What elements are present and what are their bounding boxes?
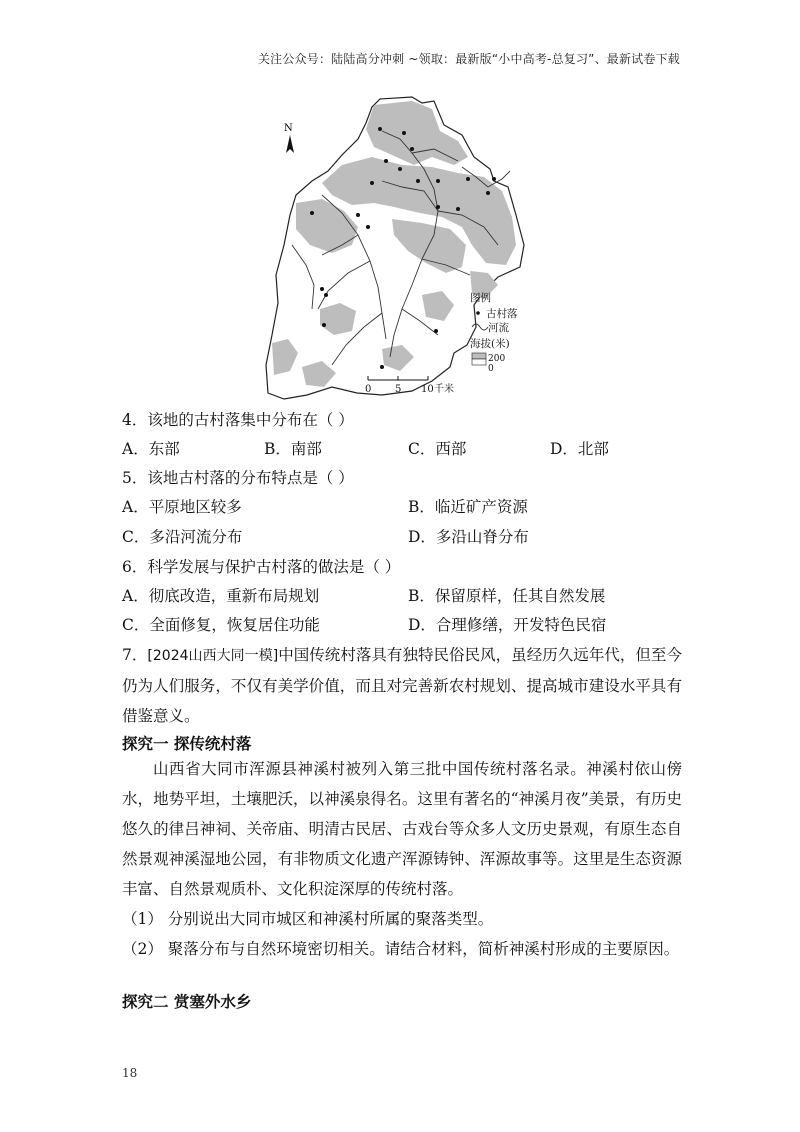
village-dot	[322, 323, 326, 327]
explore-2-title: 探究二 赏塞外水乡	[122, 993, 252, 1011]
village-dot	[370, 181, 374, 185]
q5-option-b[interactable]: B．临近矿产资源	[408, 498, 528, 516]
map-legend	[470, 291, 518, 374]
village-dot	[398, 167, 402, 171]
question-4-stem: 4．该地的古村落集中分布在（ ）	[122, 411, 354, 429]
svg-text:千米: 千米	[434, 384, 454, 395]
village-distribution-map	[262, 95, 532, 400]
village-dot	[456, 207, 460, 211]
q5-option-d[interactable]: D．多沿山脊分布	[408, 528, 529, 546]
village-dot	[366, 225, 370, 229]
q6-option-b[interactable]: B．保留原样，任其自然发展	[408, 587, 606, 605]
village-dot	[324, 293, 328, 297]
svg-text:河流: 河流	[488, 322, 509, 334]
q4-option-a[interactable]: A．东部	[122, 440, 180, 458]
explore-1-body: 山西省大同市浑源县神溪村被列入第三批中国传统村落名录。神溪村依山傍水，地势平坦，土壤肥沃，以神溪泉得名。这里有著名的“神溪月夜”美景，有历史悠久的律吕神祠、关帝庙、明清古民居、古戏台等众多人文历史景观，有原生态自然景观神溪湿地公园，有非物质文化遗产浑源铸钟、浑源故事等。这里是生态资源丰富、自然景观质朴、文化积淀深厚的传统村落。	[122, 760, 682, 898]
svg-text:5: 5	[395, 384, 402, 395]
village-dot	[410, 147, 414, 151]
svg-text:0: 0	[365, 384, 372, 395]
explore-1-title: 探究一 探传统村落	[122, 735, 252, 753]
q6-option-c[interactable]: C．全面修复，恢复居住功能	[122, 616, 320, 634]
svg-text:200: 200	[488, 354, 506, 364]
q5-option-c[interactable]: C．多沿河流分布	[122, 528, 243, 546]
village-dot	[436, 205, 440, 209]
village-dot	[384, 159, 388, 163]
svg-text:古村落: 古村落	[486, 308, 518, 320]
question-6-stem: 6．科学发展与保护古村落的做法是（ ）	[122, 558, 401, 576]
village-dot	[378, 127, 382, 131]
svg-text:图例: 图例	[470, 292, 491, 304]
svg-text:海拔(米): 海拔(米)	[470, 338, 510, 350]
q4-option-d[interactable]: D．北部	[550, 440, 609, 458]
village-dot	[310, 211, 314, 215]
header-note: 关注公众号：陆陆高分冲刺 ~领取：最新版“小中高考-总复习”、最新试卷下载	[257, 52, 680, 66]
question-5-stem: 5．该地古村落的分布特点是（ ）	[122, 469, 354, 487]
q7-source: [2024山西大同一模]	[147, 648, 279, 664]
village-dot	[380, 365, 384, 369]
village-dot	[486, 191, 490, 195]
explore-1-sub-1: （1） 分别说出大同市城区和神溪村所属的聚落类型。	[122, 910, 494, 928]
explore-1-sub-2: （2） 聚落分布与自然环境密切相关。请结合材料，简析神溪村形成的主要原因。	[122, 940, 680, 958]
q7-intro-text: 中国传统村落具有独特民俗民风，虽经历久远年代，但至今仍为人们服务，不仅有美学价值，而且对完善新农村规划、提高城市建设水平具有借鉴意义。	[122, 646, 682, 725]
q4-option-c[interactable]: C．西部	[408, 440, 467, 458]
q4-option-b[interactable]: B．南部	[264, 440, 322, 458]
village-dot	[434, 329, 438, 333]
question-7-intro	[122, 640, 682, 731]
village-dot	[416, 179, 420, 183]
svg-text:N: N	[284, 123, 293, 134]
village-dot	[402, 131, 406, 135]
village-dot	[492, 177, 496, 181]
q6-option-d[interactable]: D．合理修缮，开发特色民宿	[408, 616, 607, 634]
village-dot	[320, 287, 324, 291]
svg-text:10: 10	[421, 384, 434, 395]
village-dot	[436, 179, 440, 183]
village-dot	[466, 177, 470, 181]
q6-option-a[interactable]: A．彻底改造，重新布局规划	[122, 587, 320, 605]
svg-text:0: 0	[488, 364, 494, 374]
q5-option-a[interactable]: A．平原地区较多	[122, 498, 242, 516]
q7-number: 7．	[122, 646, 148, 664]
page-number: 18	[122, 1066, 138, 1080]
north-arrow-icon	[284, 123, 294, 153]
village-dot	[356, 213, 360, 217]
